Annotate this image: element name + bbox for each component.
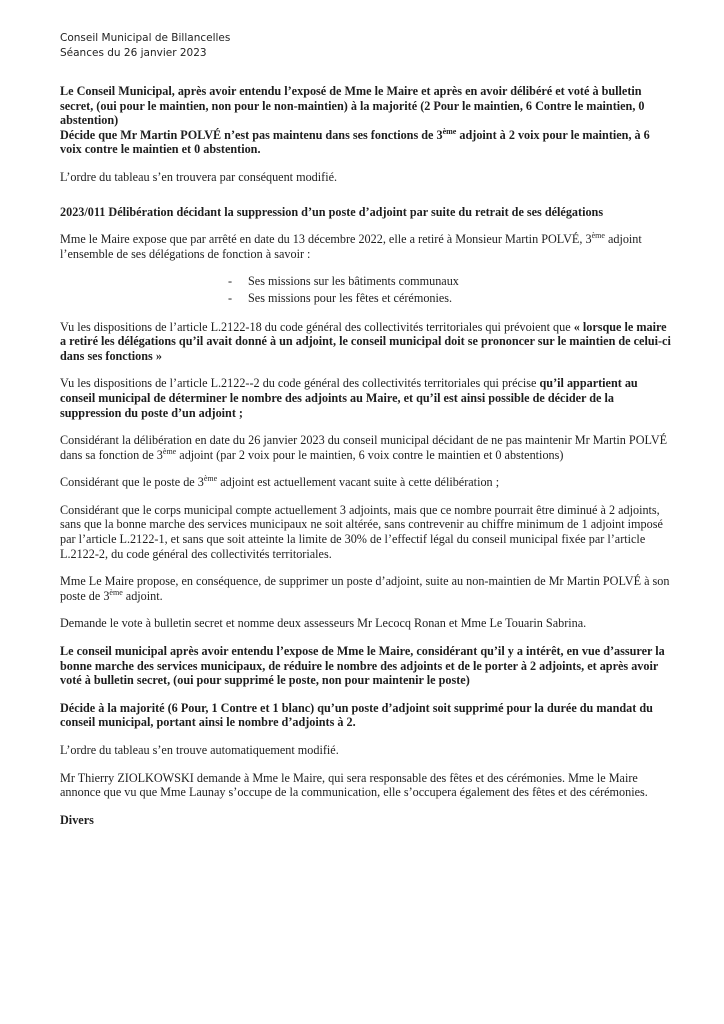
table-order-note: L’ordre du tableau s’en trouvera par conséquent modifié. (60, 169, 338, 184)
mayor-statement: Mme le Maire expose que par arrêté en date du 13 décembre 2022, elle a retiré à Monsieur Martin POLVÉ, 3ème adjoint l’ensemble de ses délégations de fonction à savoir : (60, 231, 642, 261)
considering-deliberation: Considérant la délibération en date du 26 janvier 2023 du conseil municipal décidant de ne pas maintenir Mr Martin POLVÉ dans sa fonction de 3ème adjoint (par 2 voix pour le maintien, 6 voix contre le maintien et 0 abstentions) (60, 433, 668, 462)
decision-text: Décide que Mr Martin POLVÉ n’est pas maintenu dans ses fonctions de 3ème adjoint à 2 voix pour le maintien, à 6 voix contre le maintien et 0 abstention. (60, 126, 650, 157)
secret-vote-request: Demande le vote à bulletin secret et nomme deux assesseurs Mr Lecocq Ronan et Mme Le Touarin Sabrina. (60, 616, 587, 631)
council-resolution: Le conseil municipal après avoir entendu l’expose de Mme le Maire, considérant qu’il y a intérêt, en vue d’assurer la bonne marche des services municipaux, de réduire le nombre des adjoints et de le porter à 2 adjoints, et après avoir voté à bulletin secret, (oui pour supprimé le poste, non pour maintenir le poste) (60, 644, 665, 688)
mayor-proposal: Mme Le Maire propose, en conséquence, de supprimer un poste d’adjoint, suite au non-maintien de Mr Martin POLVÉ à son poste de 3ème adjoint. (60, 574, 670, 603)
decision-intro: Le Conseil Municipal, après avoir entendu l’exposé de Mme le Maire et après en avoir délibéré et voté à bulletin secret, (oui pour le maintien, non pour le non-maintien) à la majorité (2 Pour le maintien, 6 Contre le maintien, 0 abstention) (60, 84, 645, 128)
considering-adjoint-count: Considérant que le corps municipal compte actuellement 3 adjoints, mais que ce nombre pourrait être diminué à 2 adjoints, sans que la bonne marche des services municipaux ne soit altérée, sans contrevenir au chiffre minimum de 1 adjoint imposé par l’article L.2122-1, et sans que soit atteinte la limite de 30% de l’effectif légal du conseil municipal fixée par l’article L.2122-2, du code général des collectivités territoriales. (60, 502, 663, 561)
festivities-question: Mr Thierry ZIOLKOWSKI demande à Mme le Maire, qui sera responsable des fêtes et des cérémonies. Mme le Maire annonce que vu que Mme Launay s’occupe de la communication, elle s’occupera également des fêtes et des cérémonies. (60, 770, 648, 800)
session-date: Séances du 26 janvier 2023 (60, 47, 207, 59)
article-l2122-2-paragraph: Vu les dispositions de l’article L.2122--2 du code général des collectivités territoriales qui précise qu’il appartient au conseil municipal de déterminer le nombre des adjoints au Maire, et qu’il est ainsi possible de décider de la suppression du poste d’un adjoint ; (60, 376, 638, 420)
divers-heading: Divers (60, 812, 94, 827)
council-name: Conseil Municipal de Billancelles (60, 32, 231, 44)
council-decision: Décide à la majorité (6 Pour, 1 Contre et 1 blanc) qu’un poste d’adjoint soit supprimé pour la durée du mandat du conseil municipal, portant ainsi le nombre d’adjoints à 2. (60, 700, 653, 730)
list-item: - Ses missions pour les fêtes et cérémonies. (228, 291, 672, 306)
list-item: - Ses missions sur les bâtiments communaux (228, 274, 672, 289)
decision-paragraph-1 (60, 84, 672, 157)
document-header (60, 31, 230, 61)
considering-vacant-post: Considérant que le poste de 3ème adjoint est actuellement vacant suite à cette délibération ; (60, 474, 500, 490)
deliberation-title: 2023/011 Délibération décidant la suppression d’un poste d’adjoint par suite du retrait de ses délégations (60, 204, 604, 219)
table-order-modified: L’ordre du tableau s’en trouve automatiquement modifié. (60, 743, 339, 757)
article-l2122-18-paragraph: Vu les dispositions de l’article L.2122-18 du code général des collectivités territoriales qui prévoient que « lorsque le maire a retiré les délégations qu’il avait donné à un adjoint, le conseil municipal doit se prononcer sur le maintien de celui-ci dans ses fonctions » (60, 319, 671, 363)
document-body (60, 84, 672, 840)
delegations-list (60, 274, 672, 305)
